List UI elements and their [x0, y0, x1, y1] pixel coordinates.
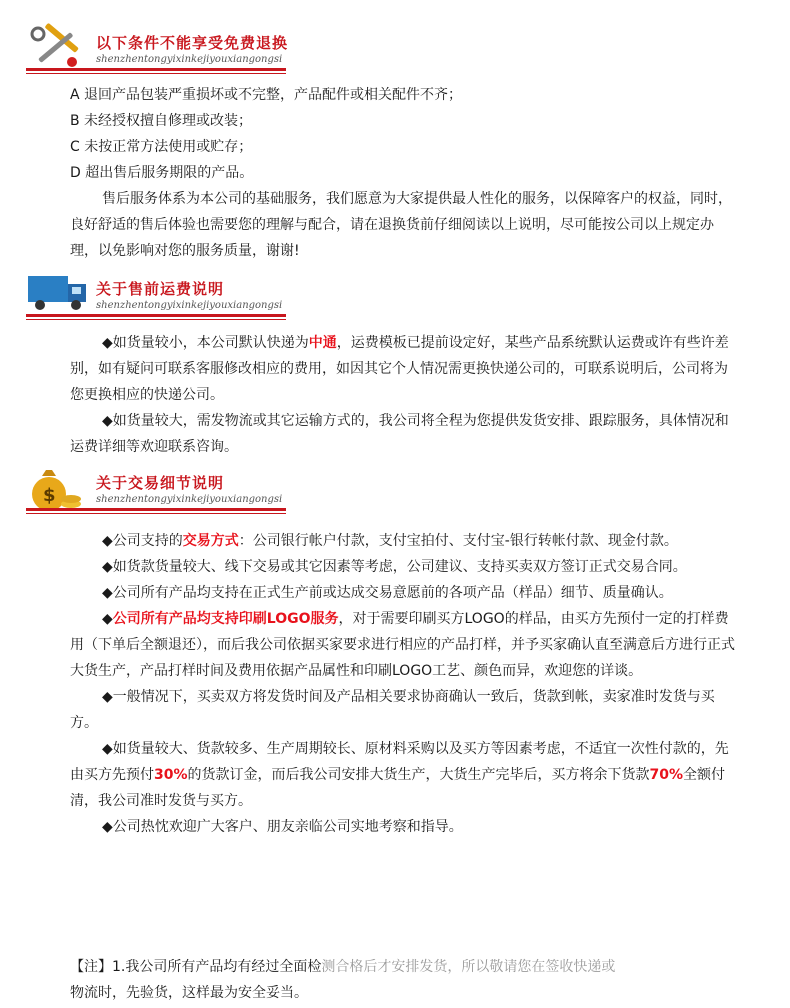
note-line: 物流时，先验货，这样最为安全妥当。: [70, 985, 308, 1001]
section-subtitle: shenzhentongyixinkejiyouxiangongsi: [96, 54, 283, 65]
transaction-paragraph: ◆公司所有产品均支持在正式生产前或达成交易意愿前的各项产品（样品）细节、质量确认。: [102, 585, 673, 601]
section-subtitle: shenzhentongyixinkejiyouxiangongsi: [96, 300, 283, 311]
note: [70, 954, 738, 1006]
transaction-paragraph: ◆公司所有产品均支持印刷LOGO服务，对于需要印刷买方LOGO的样品，由买方先预付一定的打样费用（下单后全额退还），而后我公司依据买家要求进行相应的产品打样，并予买家确认直至满意后方进行正式大货生产，产品打样时间及费用依据产品属性和印刷LOGO工艺、颜色而异，欢迎您的详谈。: [70, 611, 735, 679]
divider: [26, 508, 286, 511]
list-item: C 未按正常方法使用或贮存；: [70, 139, 253, 155]
section-title: 以下条件不能享受免费退换: [96, 34, 289, 52]
divider: [26, 73, 286, 74]
list-item: B 未经授权擅自修理或改装；: [70, 113, 253, 129]
transaction-paragraph: ◆公司支持的交易方式：公司银行帐户付款，支付宝拍付、支付宝-银行转帐付款、现金付款。: [102, 533, 678, 549]
shipping-paragraph: ◆如货量较大，需发物流或其它运输方式的，我公司将全程为您提供发货安排、跟踪服务，具体情况和运费详细等欢迎联系咨询。: [70, 413, 729, 455]
note-line: 【注】1.我公司所有产品均有经过全面检测合格后才安排发货，所以敬请您在签收快递或: [70, 959, 616, 975]
section-subtitle: shenzhentongyixinkejiyouxiangongsi: [96, 494, 283, 505]
list-item: D 超出售后服务期限的产品。: [70, 165, 254, 181]
section-header-shipping: [26, 268, 766, 328]
tools-icon: [26, 22, 86, 72]
section-header-transaction: [26, 462, 766, 522]
service-paragraph: 售后服务体系为本公司的基础服务，我们愿意为大家提供最人性化的服务，以保障客户的权益，同时，良好舒适的售后体验也需要您的理解与配合，请在退换货前仔细阅读以上说明，尽可能按公司以上规定办理，以免影响对您的服务质量，谢谢!: [70, 191, 732, 259]
truck-icon: [26, 268, 92, 316]
svg-text:$: $: [43, 485, 56, 506]
divider: [26, 513, 286, 514]
transaction-paragraph: ◆一般情况下，买卖双方将发货时间及产品相关要求协商确认一致后，货款到帐，卖家准时发货与买方。: [70, 689, 715, 731]
transaction-paragraph: ◆公司热忱欢迎广大客户、朋友亲临公司实地考察和指导。: [102, 819, 463, 835]
shipping-paragraph: ◆如货量较小，本公司默认快递为中通，运费模板已提前设定好，某些产品系统默认运费或许有些许差别，如有疑问可联系客服修改相应的费用，如因其它个人情况需更换快递公司的，可联系说明后，公司将为您更换相应的快递公司。: [70, 335, 729, 403]
section-header-returns: [26, 22, 766, 82]
list-item: A 退回产品包装严重损坏或不完整，产品配件或相关配件不齐；: [70, 87, 463, 103]
money-bag-icon: [26, 462, 86, 514]
section-title: 关于售前运费说明: [96, 280, 225, 298]
returns-conditions: [70, 82, 738, 264]
divider: [26, 314, 286, 317]
divider: [26, 319, 286, 320]
transaction-paragraph: ◆如货量较大、货款较多、生产周期较长、原材料采购以及买方等因素考虑，不适宜一次性付款的，先由买方先预付30%的货款订金，而后我公司安排大货生产，大货生产完毕后，买方将余下货款70%全额付清，我公司准时发货与买方。: [70, 741, 729, 809]
divider: [26, 68, 286, 71]
transaction-info: [70, 528, 738, 840]
shipping-info: [70, 330, 738, 460]
section-title: 关于交易细节说明: [96, 474, 225, 492]
transaction-paragraph: ◆如货款货量较大、线下交易或其它因素等考虑，公司建议、支持买卖双方签订正式交易合同。: [102, 559, 687, 575]
